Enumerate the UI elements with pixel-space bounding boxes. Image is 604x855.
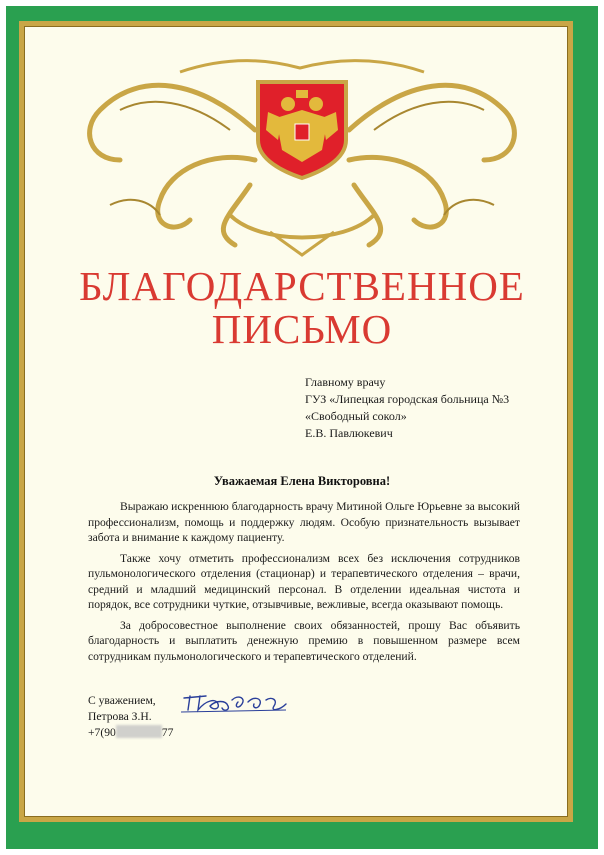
sender-phone [88, 725, 288, 741]
paragraph-3: За добросовестное выполнение своих обязанностей, прошу Вас объявить благодарность и выплатить денежную премию в повышенном размере всем сотрудникам пульмонологического и терапевтического отделений. [88, 618, 520, 663]
salutation: Уважаемая Елена Викторовна! [213, 474, 391, 488]
handwritten-signature [176, 690, 296, 720]
phone-prefix: +7(90 [88, 726, 116, 739]
phone-suffix: 77 [161, 726, 174, 739]
letter-title-line-2: ПИСЬМО [211, 306, 393, 352]
redacted-phone [116, 725, 162, 738]
letter-body [88, 499, 520, 669]
addressee-name: Е.В. Павлюкевич [305, 426, 393, 440]
paragraph-2: Также хочу отметить профессионализм всех без исключения сотрудников пульмонологического отделения (стационар) и терапевтического отделения – врачи, средний и младший медицинский персонал. В отделении идеальная чистота и порядок, все сотрудники чуткие, отзывчивые, вежливые, всегда оказывают помощь. [88, 551, 520, 611]
paragraph-1: Выражаю искреннюю благодарность врачу Митиной Ольге Юрьевне за высокий профессионализм, помощь и поддержку людям. Особую признательность вызывает забота и внимание к каждому пациенту. [88, 500, 520, 544]
regards-text: С уважением, [88, 694, 156, 707]
addressee-position: Главному врачу [305, 375, 386, 389]
addressee-block [305, 374, 565, 442]
letter-title-line-1: БЛАГОДАРСТВЕННОЕ [79, 263, 525, 309]
sender-name: Петрова З.Н. [88, 710, 152, 723]
addressee-organization: ГУЗ «Липецкая городская больница №3 [305, 392, 510, 406]
addressee-organization-cont: «Свободный сокол» [305, 409, 407, 423]
